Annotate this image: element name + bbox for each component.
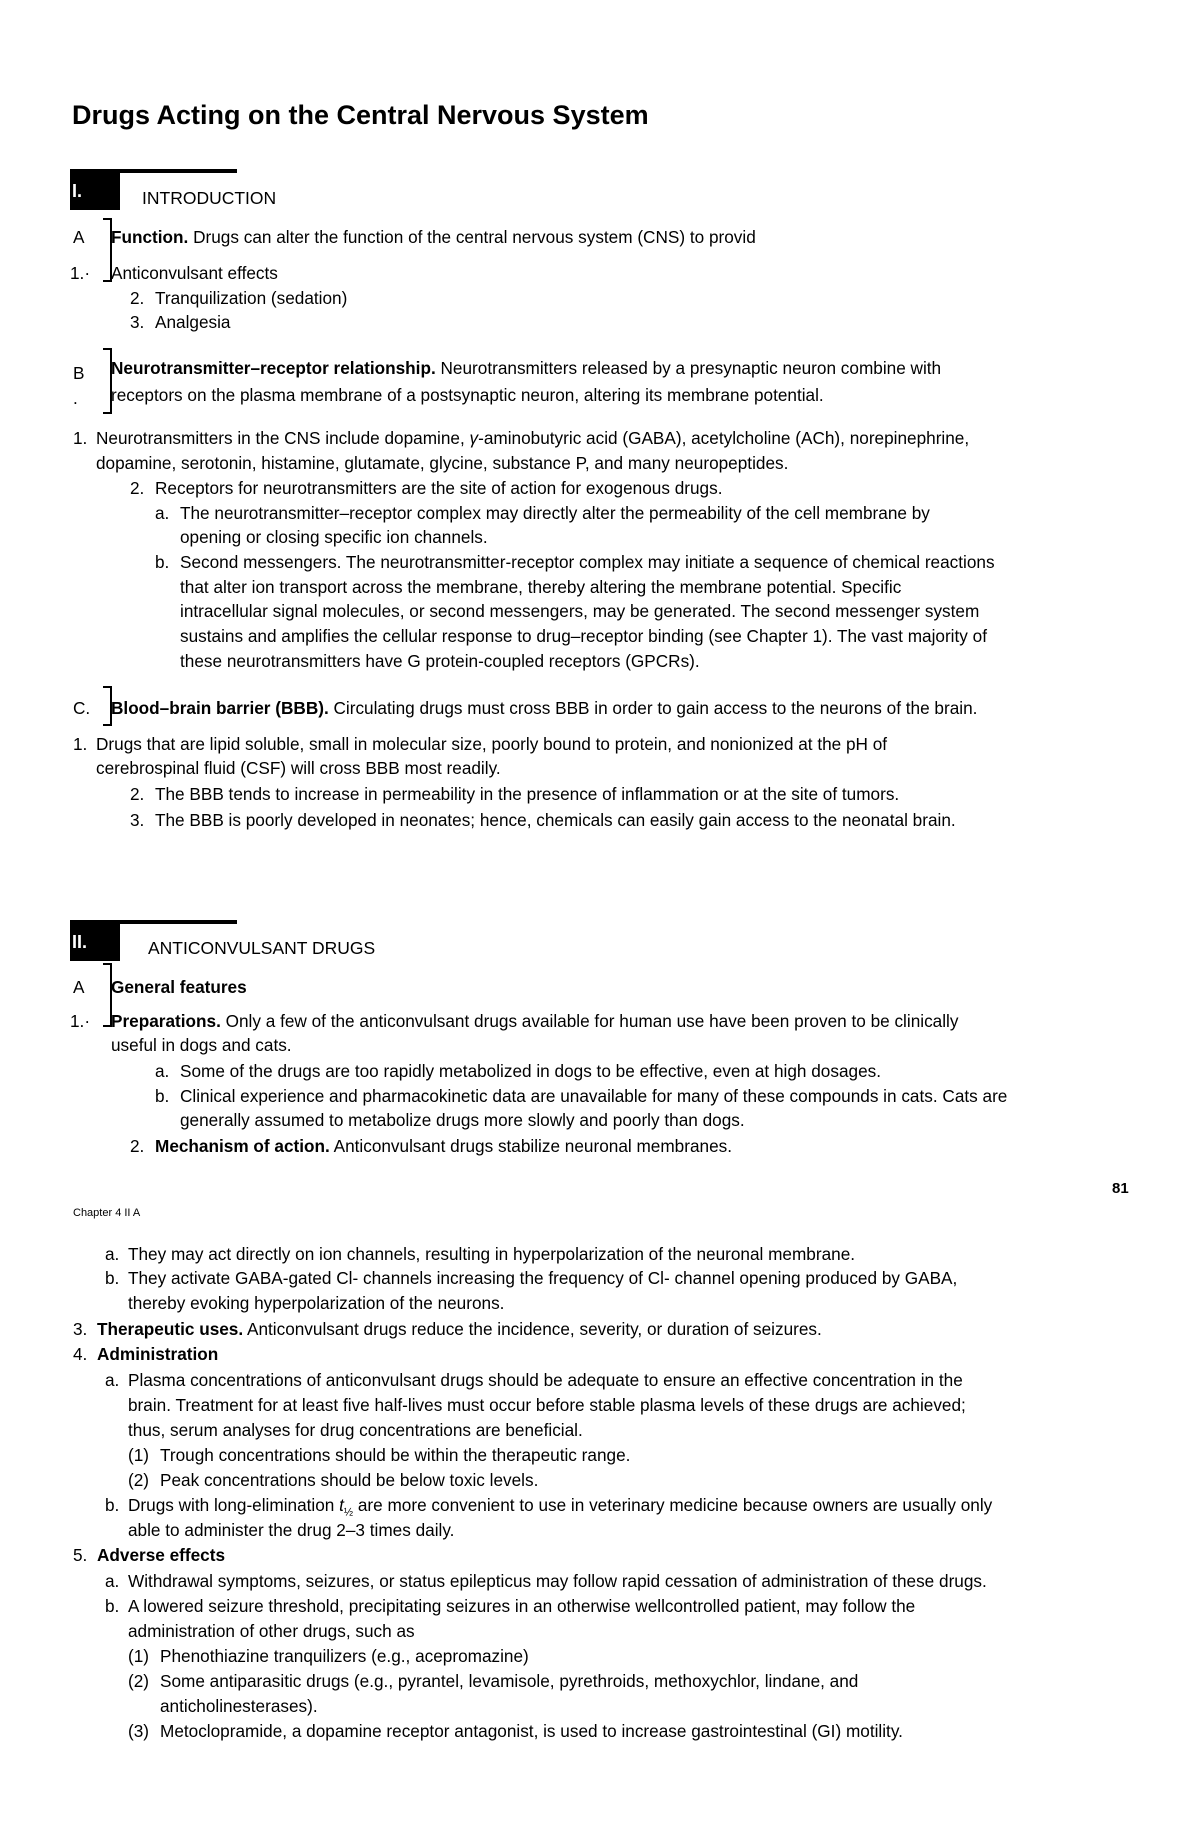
- section-1-a-dot: 1.·: [70, 263, 91, 283]
- cont-4a1-text: Trough concentrations should be within the therapeutic range.: [160, 1445, 631, 1465]
- section-2-a1-line-1: [111, 1011, 958, 1031]
- section-1-c3-num: 3.: [130, 810, 145, 830]
- section-1-b1-line-1-b: -aminobutyric acid (GABA), acetylcholine (ACh), norepinephrine,: [478, 428, 970, 448]
- cont-a-num: a.: [105, 1244, 120, 1264]
- cont-4a-line-2: brain. Treatment for at least five half-lives must occur before stable plasma levels of these drugs are achieved;: [128, 1395, 966, 1415]
- section-2-a2-num: 2.: [130, 1136, 145, 1156]
- section-1-b-line-2: receptors on the plasma membrane of a postsynaptic neuron, altering its membrane potential.: [111, 385, 824, 405]
- cont-4b-line-1-a: Drugs with long-elimination: [128, 1495, 340, 1515]
- section-1-a-num-3: 3.: [130, 312, 145, 332]
- section-1-c2-text: The BBB tends to increase in permeability in the presence of inflammation or at the site of tumors.: [155, 784, 900, 804]
- section-2-numeral: II.: [70, 923, 120, 961]
- section-1-a-item-2: Tranquilization (sedation): [155, 288, 348, 308]
- section-1-b2a-line-2: opening or closing specific ion channels.: [180, 527, 488, 547]
- section-1-b1-line-1-a: Neurotransmitters in the CNS include dopamine,: [96, 428, 470, 448]
- section-1-b2a-num: a.: [155, 503, 170, 523]
- cont-5b1-num: (1): [128, 1646, 150, 1666]
- cont-5b-num: b.: [105, 1596, 120, 1616]
- cont-4-title: Administration: [97, 1344, 219, 1364]
- section-1-b2b-line-4: sustains and amplifies the cellular response to drug–receptor binding (see Chapter 1). The vast majority of: [180, 626, 987, 646]
- cont-5a-text: Withdrawal symptoms, seizures, or status epilepticus may follow rapid cessation of administration of these drugs.: [128, 1571, 987, 1591]
- section-1-b2b-line-1: Second messengers. The neurotransmitter-receptor complex may initiate a sequence of chemical reactions: [180, 552, 995, 572]
- section-2-a2-title: Mechanism of action.: [155, 1136, 330, 1156]
- section-2-a1b-line-1: Clinical experience and pharmacokinetic data are unavailable for many of these compounds in cats. Cats are: [180, 1086, 1008, 1106]
- cont-b-num: b.: [105, 1268, 120, 1288]
- chapter-marker: Chapter 4 II A: [73, 1207, 141, 1219]
- cont-5b2-num: (2): [128, 1671, 150, 1691]
- cont-4a2-text: Peak concentrations should be below toxic levels.: [160, 1470, 539, 1490]
- section-1-a-title: Function.: [111, 227, 189, 247]
- gamma-symbol: γ: [469, 428, 479, 448]
- section-1-c1-line-2: cerebrospinal fluid (CSF) will cross BBB most readily.: [96, 758, 501, 778]
- section-1-c1-line-1: Drugs that are lipid soluble, small in molecular size, poorly bound to protein, and nonionized at the pH of: [96, 734, 888, 754]
- cont-4a-num: a.: [105, 1370, 120, 1390]
- cont-5b3-num: (3): [128, 1721, 150, 1741]
- section-1-b-label: B: [73, 363, 85, 383]
- section-1-a-label: A: [73, 227, 85, 247]
- section-2-a1b-num: b.: [155, 1086, 170, 1106]
- section-2-a2-line: [155, 1136, 732, 1156]
- section-1-heading: INTRODUCTION: [142, 188, 277, 208]
- cont-4b-line-1-b: are more convenient to use in veterinary medicine because owners are usually only: [353, 1495, 993, 1515]
- cont-5-num: 5.: [73, 1545, 88, 1565]
- section-2-a1a-num: a.: [155, 1061, 170, 1081]
- cont-3-title: Therapeutic uses.: [97, 1319, 244, 1339]
- cont-4a1-num: (1): [128, 1445, 150, 1465]
- section-1-numeral: I.: [70, 172, 120, 210]
- section-2-heading: ANTICONVULSANT DRUGS: [148, 938, 376, 958]
- section-2-a1-title: Preparations.: [111, 1011, 221, 1031]
- section-1-b2-num: 2.: [130, 478, 145, 498]
- section-1-a-text: Drugs can alter the function of the central nervous system (CNS) to provid: [188, 227, 756, 247]
- cont-5a-num: a.: [105, 1571, 120, 1591]
- cont-4-num: 4.: [73, 1344, 88, 1364]
- half-life-subscript: ½: [343, 1506, 354, 1519]
- section-1-a-num-2: 2.: [130, 288, 145, 308]
- section-1-b2-text: Receptors for neurotransmitters are the site of action for exogenous drugs.: [155, 478, 723, 498]
- cont-5b2-line-2: anticholinesterases).: [160, 1696, 318, 1716]
- page-title: Drugs Acting on the Central Nervous System: [72, 100, 649, 130]
- section-1-b-title: Neurotransmitter–receptor relationship.: [111, 358, 436, 378]
- section-1-b2a-line-1: The neurotransmitter–receptor complex may directly alter the permeability of the cell membrane by: [180, 503, 930, 523]
- section-1-b2b-line-3: intracellular signal molecules, or second messengers, may be generated. The second messenger system: [180, 601, 980, 621]
- half-life-symbol: t: [339, 1495, 344, 1515]
- cont-4b-line-1: [128, 1495, 992, 1522]
- section-1-b1-line-2: dopamine, serotonin, histamine, glutamate, glycine, substance P, and many neuropeptides.: [96, 453, 789, 473]
- section-2-a-title: General features: [111, 977, 247, 997]
- cont-4b-line-2: able to administer the drug 2–3 times daily.: [128, 1520, 455, 1540]
- cont-4a-line-1: Plasma concentrations of anticonvulsant drugs should be adequate to ensure an effective concentration in the: [128, 1370, 963, 1390]
- cont-5b-line-2: administration of other drugs, such as: [128, 1621, 415, 1641]
- cont-5b2-line-1: Some antiparasitic drugs (e.g., pyrantel, levamisole, pyrethroids, methoxychlor, lindane, and: [160, 1671, 859, 1691]
- cont-4b-num: b.: [105, 1495, 120, 1515]
- section-1-a-item-1: Anticonvulsant effects: [111, 263, 278, 283]
- section-1-c-text: Circulating drugs must cross BBB in order to gain access to the neurons of the brain.: [328, 698, 978, 718]
- section-1-a-line: [111, 227, 756, 247]
- section-1-b2b-line-2: that alter ion transport across the membrane, thereby altering the membrane potential. Specific: [180, 577, 902, 597]
- section-1-b-text-1: Neurotransmitters released by a presynaptic neuron combine with: [435, 358, 942, 378]
- section-1-b2b-line-5: these neurotransmitters have G protein-coupled receptors (GPCRs).: [180, 651, 700, 671]
- section-1-c-line: [111, 698, 977, 718]
- cont-3-text: Anticonvulsant drugs reduce the incidence, severity, or duration of seizures.: [243, 1319, 822, 1339]
- section-1-c-title: Blood–brain barrier (BBB).: [111, 698, 329, 718]
- section-1-b-dot: .: [73, 388, 78, 408]
- section-1-b1-line-1: [96, 428, 969, 448]
- section-2-a1a-text: Some of the drugs are too rapidly metabolized in dogs to be effective, even at high dosages.: [180, 1061, 881, 1081]
- page-number: 81: [1112, 1180, 1129, 1197]
- section-2-a2-text: Anticonvulsant drugs stabilize neuronal membranes.: [329, 1136, 732, 1156]
- section-1-b-line-1: [111, 358, 941, 378]
- cont-3-num: 3.: [73, 1319, 88, 1339]
- cont-5b3-text: Metoclopramide, a dopamine receptor antagonist, is used to increase gastrointestinal (GI) motility.: [160, 1721, 903, 1741]
- section-2-a1-text: Only a few of the anticonvulsant drugs available for human use have been proven to be clinically: [220, 1011, 959, 1031]
- section-2-a1-dot: 1.·: [70, 1011, 91, 1031]
- cont-a-text: They may act directly on ion channels, resulting in hyperpolarization of the neuronal membrane.: [128, 1244, 856, 1264]
- cont-b-line-2: thereby evoking hyperpolarization of the neurons.: [128, 1293, 505, 1313]
- cont-5b-line-1: A lowered seizure threshold, precipitating seizures in an otherwise wellcontrolled patient, may follow the: [128, 1596, 916, 1616]
- cont-4a2-num: (2): [128, 1470, 150, 1490]
- cont-5-title: Adverse effects: [97, 1545, 226, 1565]
- section-1-a-item-3: Analgesia: [155, 312, 231, 332]
- cont-5b1-text: Phenothiazine tranquilizers (e.g., acepromazine): [160, 1646, 529, 1666]
- section-1-c1-num: 1.: [73, 734, 88, 754]
- cont-3-line: [97, 1319, 822, 1339]
- section-2-a1b-line-2: generally assumed to metabolize drugs more slowly and poorly than dogs.: [180, 1110, 745, 1130]
- section-1-c2-num: 2.: [130, 784, 145, 804]
- section-1-b2b-num: b.: [155, 552, 170, 572]
- section-1-c-label: C.: [73, 698, 91, 718]
- cont-4a-line-3: thus, serum analyses for drug concentrations are beneficial.: [128, 1420, 583, 1440]
- section-1-c3-text: The BBB is poorly developed in neonates; hence, chemicals can easily gain access to the neonatal brain.: [155, 810, 956, 830]
- section-2-a1-line-2: useful in dogs and cats.: [111, 1035, 292, 1055]
- section-1-b1-num: 1.: [73, 428, 88, 448]
- cont-b-line-1: They activate GABA-gated Cl- channels increasing the frequency of Cl- channel opening produced by GABA,: [128, 1268, 958, 1288]
- section-2-a-label: A: [73, 977, 85, 997]
